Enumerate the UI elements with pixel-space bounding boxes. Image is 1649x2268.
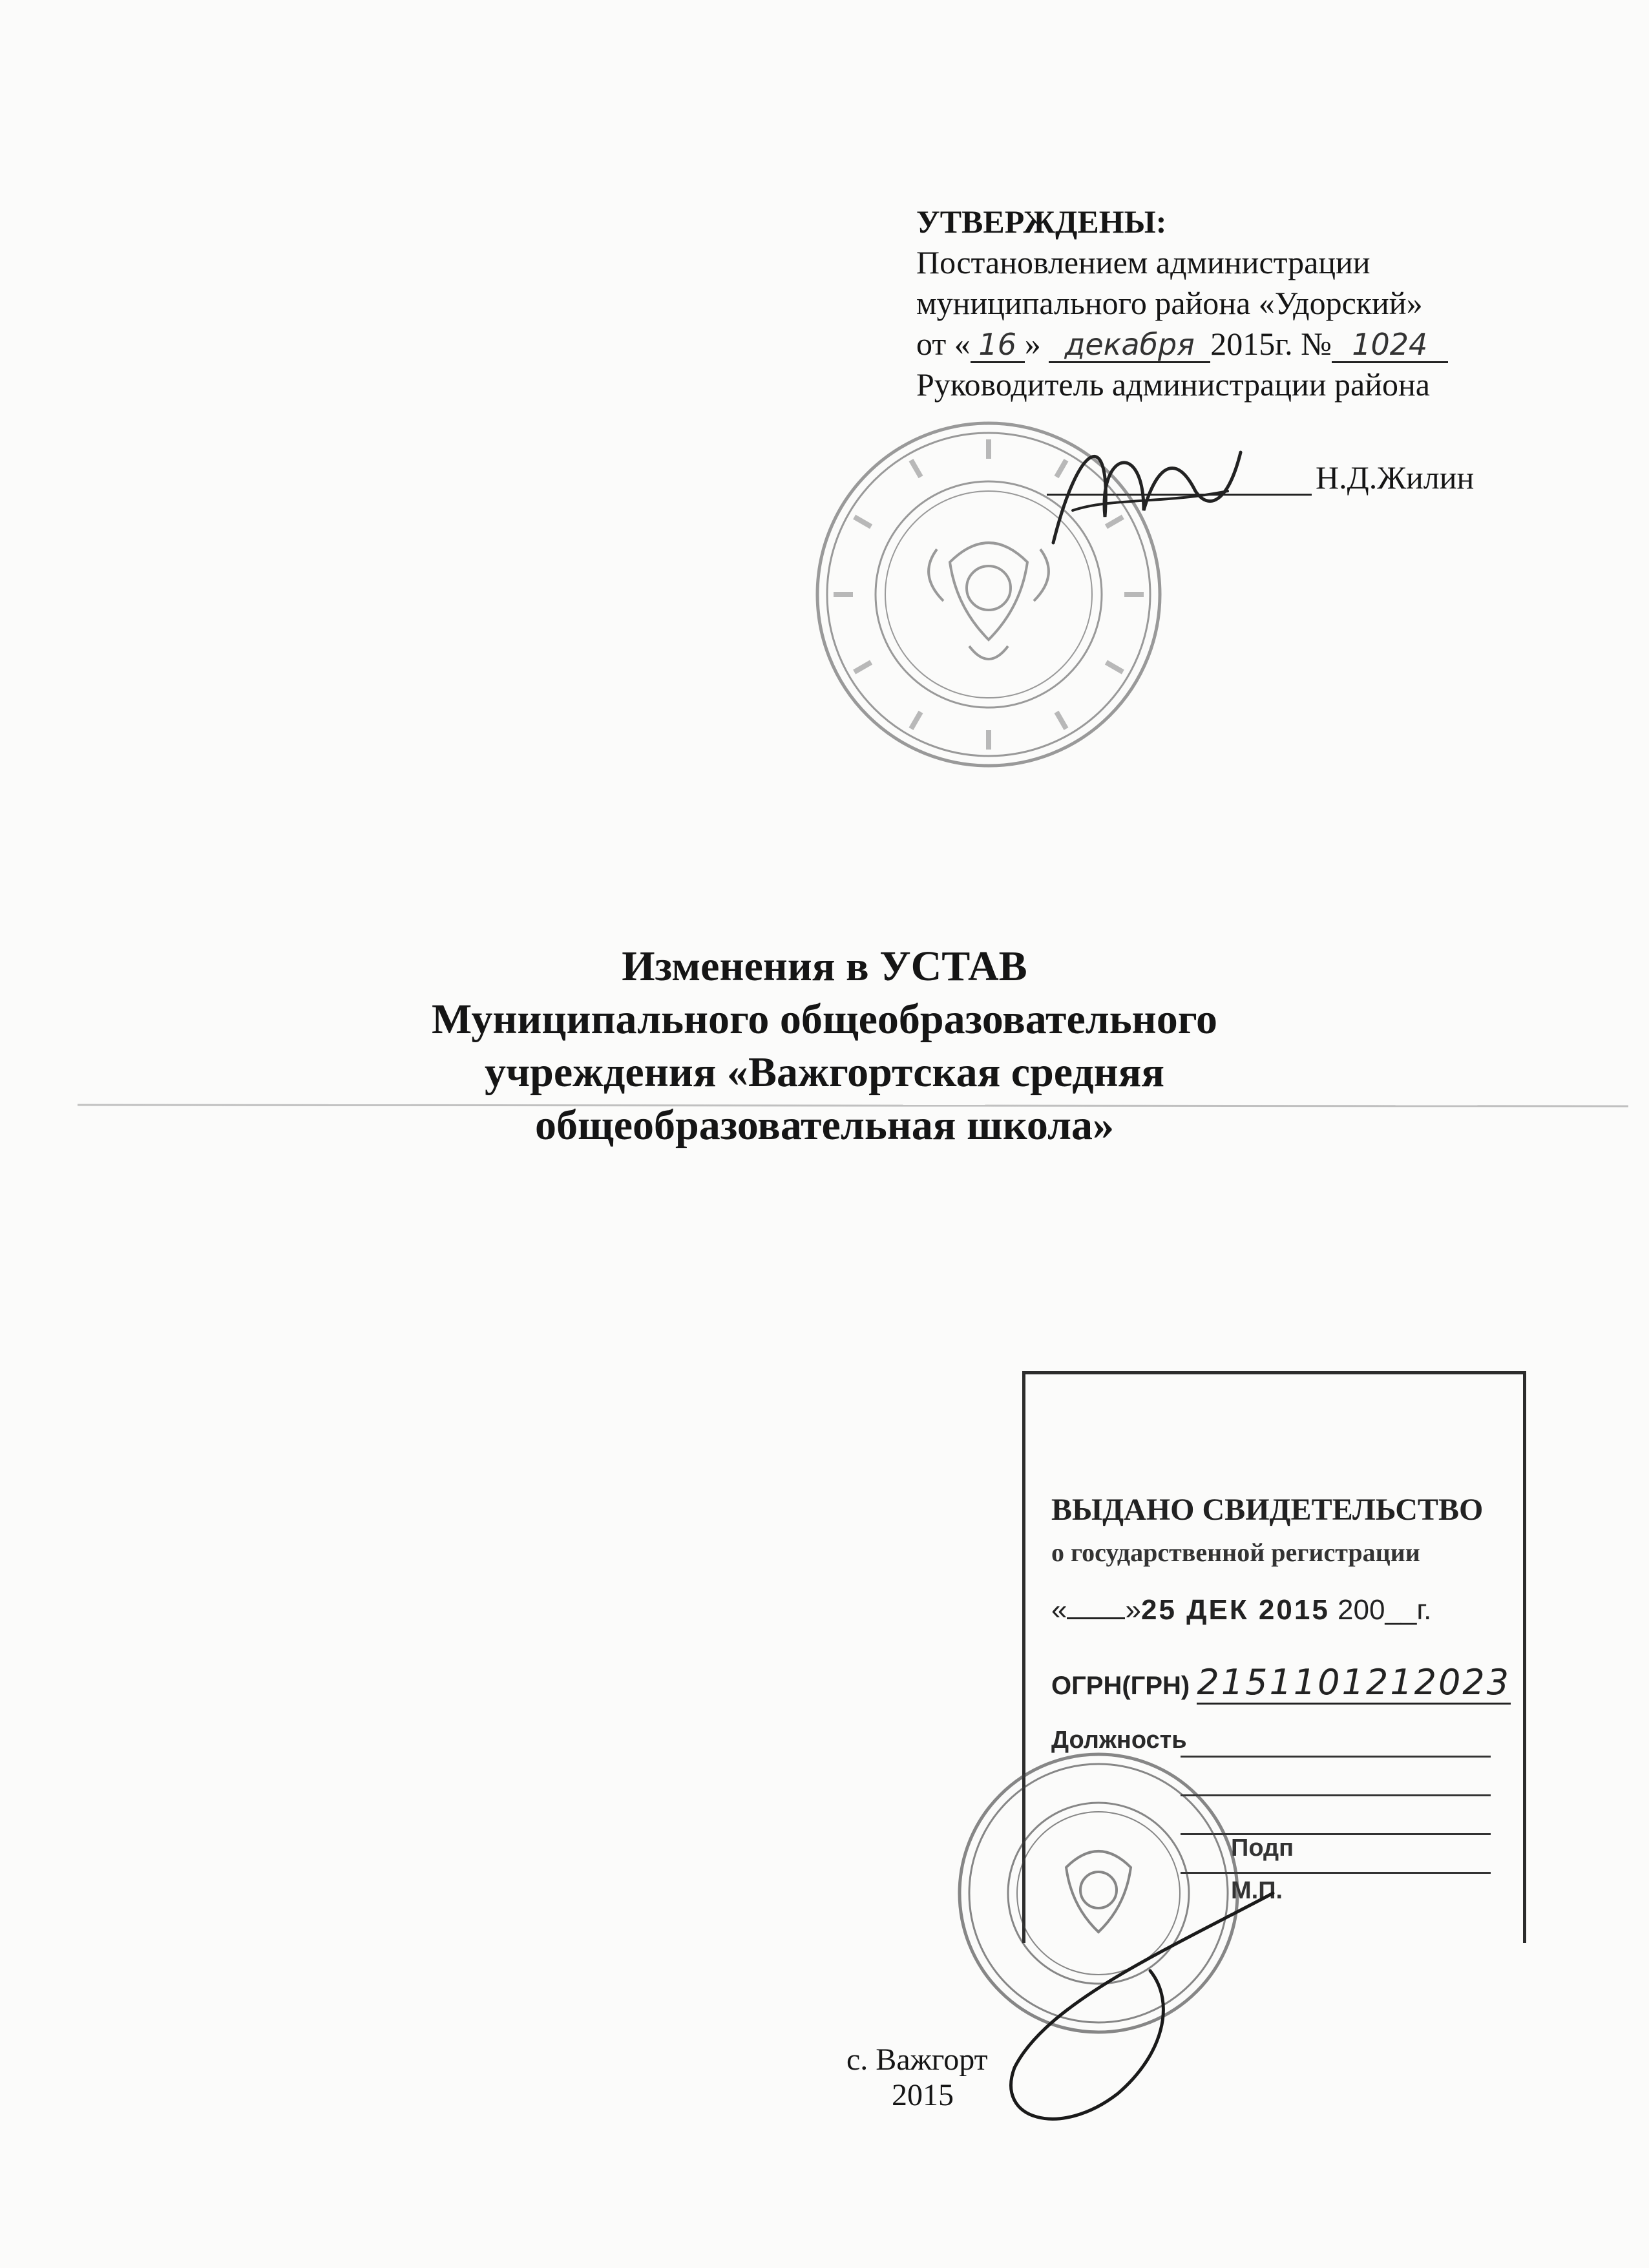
title-line-1: Изменения в УСТАВ: [622, 943, 1027, 990]
document-title: [0, 940, 1649, 1152]
signature-icon: [1034, 414, 1254, 562]
document-number: 1024: [1332, 328, 1448, 363]
approval-line-1: Постановлением администрации: [916, 244, 1371, 280]
date-suffix: 200__г.: [1338, 1594, 1432, 1626]
approval-line-2: муниципального района «Удорский»: [916, 285, 1423, 321]
signature-label: Подп: [1231, 1834, 1294, 1862]
signature-icon: [969, 1874, 1331, 2145]
ogrn-label: ОГРН(ГРН): [1051, 1672, 1190, 1700]
date-day: 16: [971, 328, 1025, 363]
approval-date-line: [916, 324, 1562, 364]
title-line-3: учреждения «Важгортская средняя: [484, 1049, 1165, 1096]
date-month: декабря: [1049, 328, 1210, 363]
title-line-2: Муниципального общеобразовательного: [431, 996, 1218, 1043]
approval-heading: УТВЕРЖДЕНЫ:: [916, 204, 1167, 240]
mp-label: М.П.: [1231, 1877, 1283, 1904]
approval-head-title: Руководитель администрации района: [916, 366, 1430, 403]
place-name: с. Важгорт: [846, 2042, 988, 2077]
registration-date: « »25 ДЕК 2015 200__г.: [1051, 1594, 1432, 1626]
date-prefix: от «: [916, 326, 971, 362]
signer-name: Н.Д.Жилин: [1316, 459, 1475, 496]
stamped-date: 25 ДЕК 2015: [1140, 1594, 1330, 1626]
ogrn-value: 2151101212023: [1197, 1662, 1511, 1705]
document-year: 2015: [892, 2078, 954, 2112]
fold-crease: [78, 1098, 1628, 1111]
date-year: 2015г. №: [1210, 326, 1332, 362]
approval-block: [916, 202, 1562, 405]
ogrn-line: [1051, 1662, 1511, 1703]
position-label: Должность: [1051, 1727, 1187, 1754]
date-mid: »: [1024, 326, 1041, 362]
title-line-4: общеобразовательная школа»: [534, 1102, 1115, 1149]
issued-text-line-2: о государственной регистрации: [1051, 1538, 1420, 1567]
issued-text: ВЫДАНО СВИДЕТЕЛЬСТВО: [1051, 1493, 1484, 1527]
